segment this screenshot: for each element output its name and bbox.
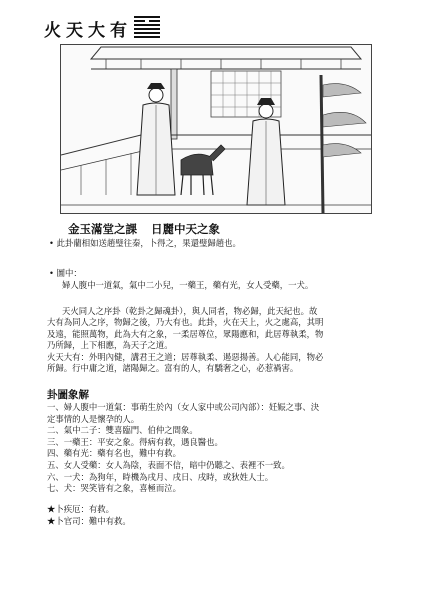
figure-label: • 圖中： [49, 268, 82, 278]
section-heading [68, 221, 220, 237]
list-item: 二、氣中二子：雙喜臨門、伯仲之間象。 [47, 425, 198, 436]
list-item: 一、婦人腹中一道氣：事萌生於內（女人家中或公司內部）：妊娠之事、決 [47, 402, 320, 412]
intro-text: • 此卦藺相如送趙璧往秦，卜得之，果還璧歸趙也。 [49, 238, 241, 248]
list-item: 三、一藥王：平安之象。得病有救，遇良醫也。 [47, 436, 223, 447]
hexagram-symbol-icon [134, 16, 160, 38]
list-item: 定事情的人是懷孕的人。 [47, 413, 140, 424]
hexagram-title: 火天大有 [44, 21, 132, 41]
illustration-drawing-icon [61, 45, 371, 213]
interpretation-list [47, 402, 319, 495]
heading-right: 日麗中天之象 [151, 222, 220, 236]
heading-left: 金玉滿堂之課 [68, 222, 137, 236]
commentary-line: 乃所歸，上下相應，為天子之道。 [47, 340, 173, 351]
note-item: ★卜疾厄：有救。 [47, 504, 114, 514]
list-item: 五、女人受藥：女人為陰，表面不信，暗中仍聽之、表裡不一致。 [47, 459, 290, 470]
divination-notes [47, 503, 131, 527]
commentary-line: 及遠，能照萬物，此為大有之象，一柔居尊位，眾陽應和，此居尊執柔，物 [47, 328, 324, 339]
commentary-line: 天火同人之序卦（乾卦之歸魂卦），與人同者，物必歸，此天紀也。故 [62, 306, 318, 316]
figure-description: 婦人腹中一道氣，氣中二小兒，一藥王，藥有光，女人受藥，一犬。 [62, 280, 314, 290]
list-item: 七、犬：哭笑皆有之象，喜極而泣。 [47, 483, 181, 494]
commentary-line: 火天大有：外明內健，講君王之道；居尊執柔、遏惡揚善。人心能同，物必 [47, 351, 324, 362]
illustration-image [60, 44, 372, 214]
commentary-line: 大有為同人之序，物歸之後，乃大有也。此卦，火在天上，火之處高，其明 [47, 317, 324, 328]
commentary [47, 306, 323, 374]
list-item: 六、一犬：為狗年，時機為戌月、戌日、戌時，或狄姓人士。 [47, 471, 274, 482]
commentary-line: 所歸。行中庸之道，諸陽歸之。富有的人，有驕奢之心，必惹禍害。 [47, 363, 299, 374]
list-item: 四、藥有光：藥有名也，難中有救。 [47, 448, 181, 459]
interpretation-heading: 卦圖象解 [47, 389, 89, 401]
note-item: ★卜官司：難中有救。 [47, 516, 131, 526]
